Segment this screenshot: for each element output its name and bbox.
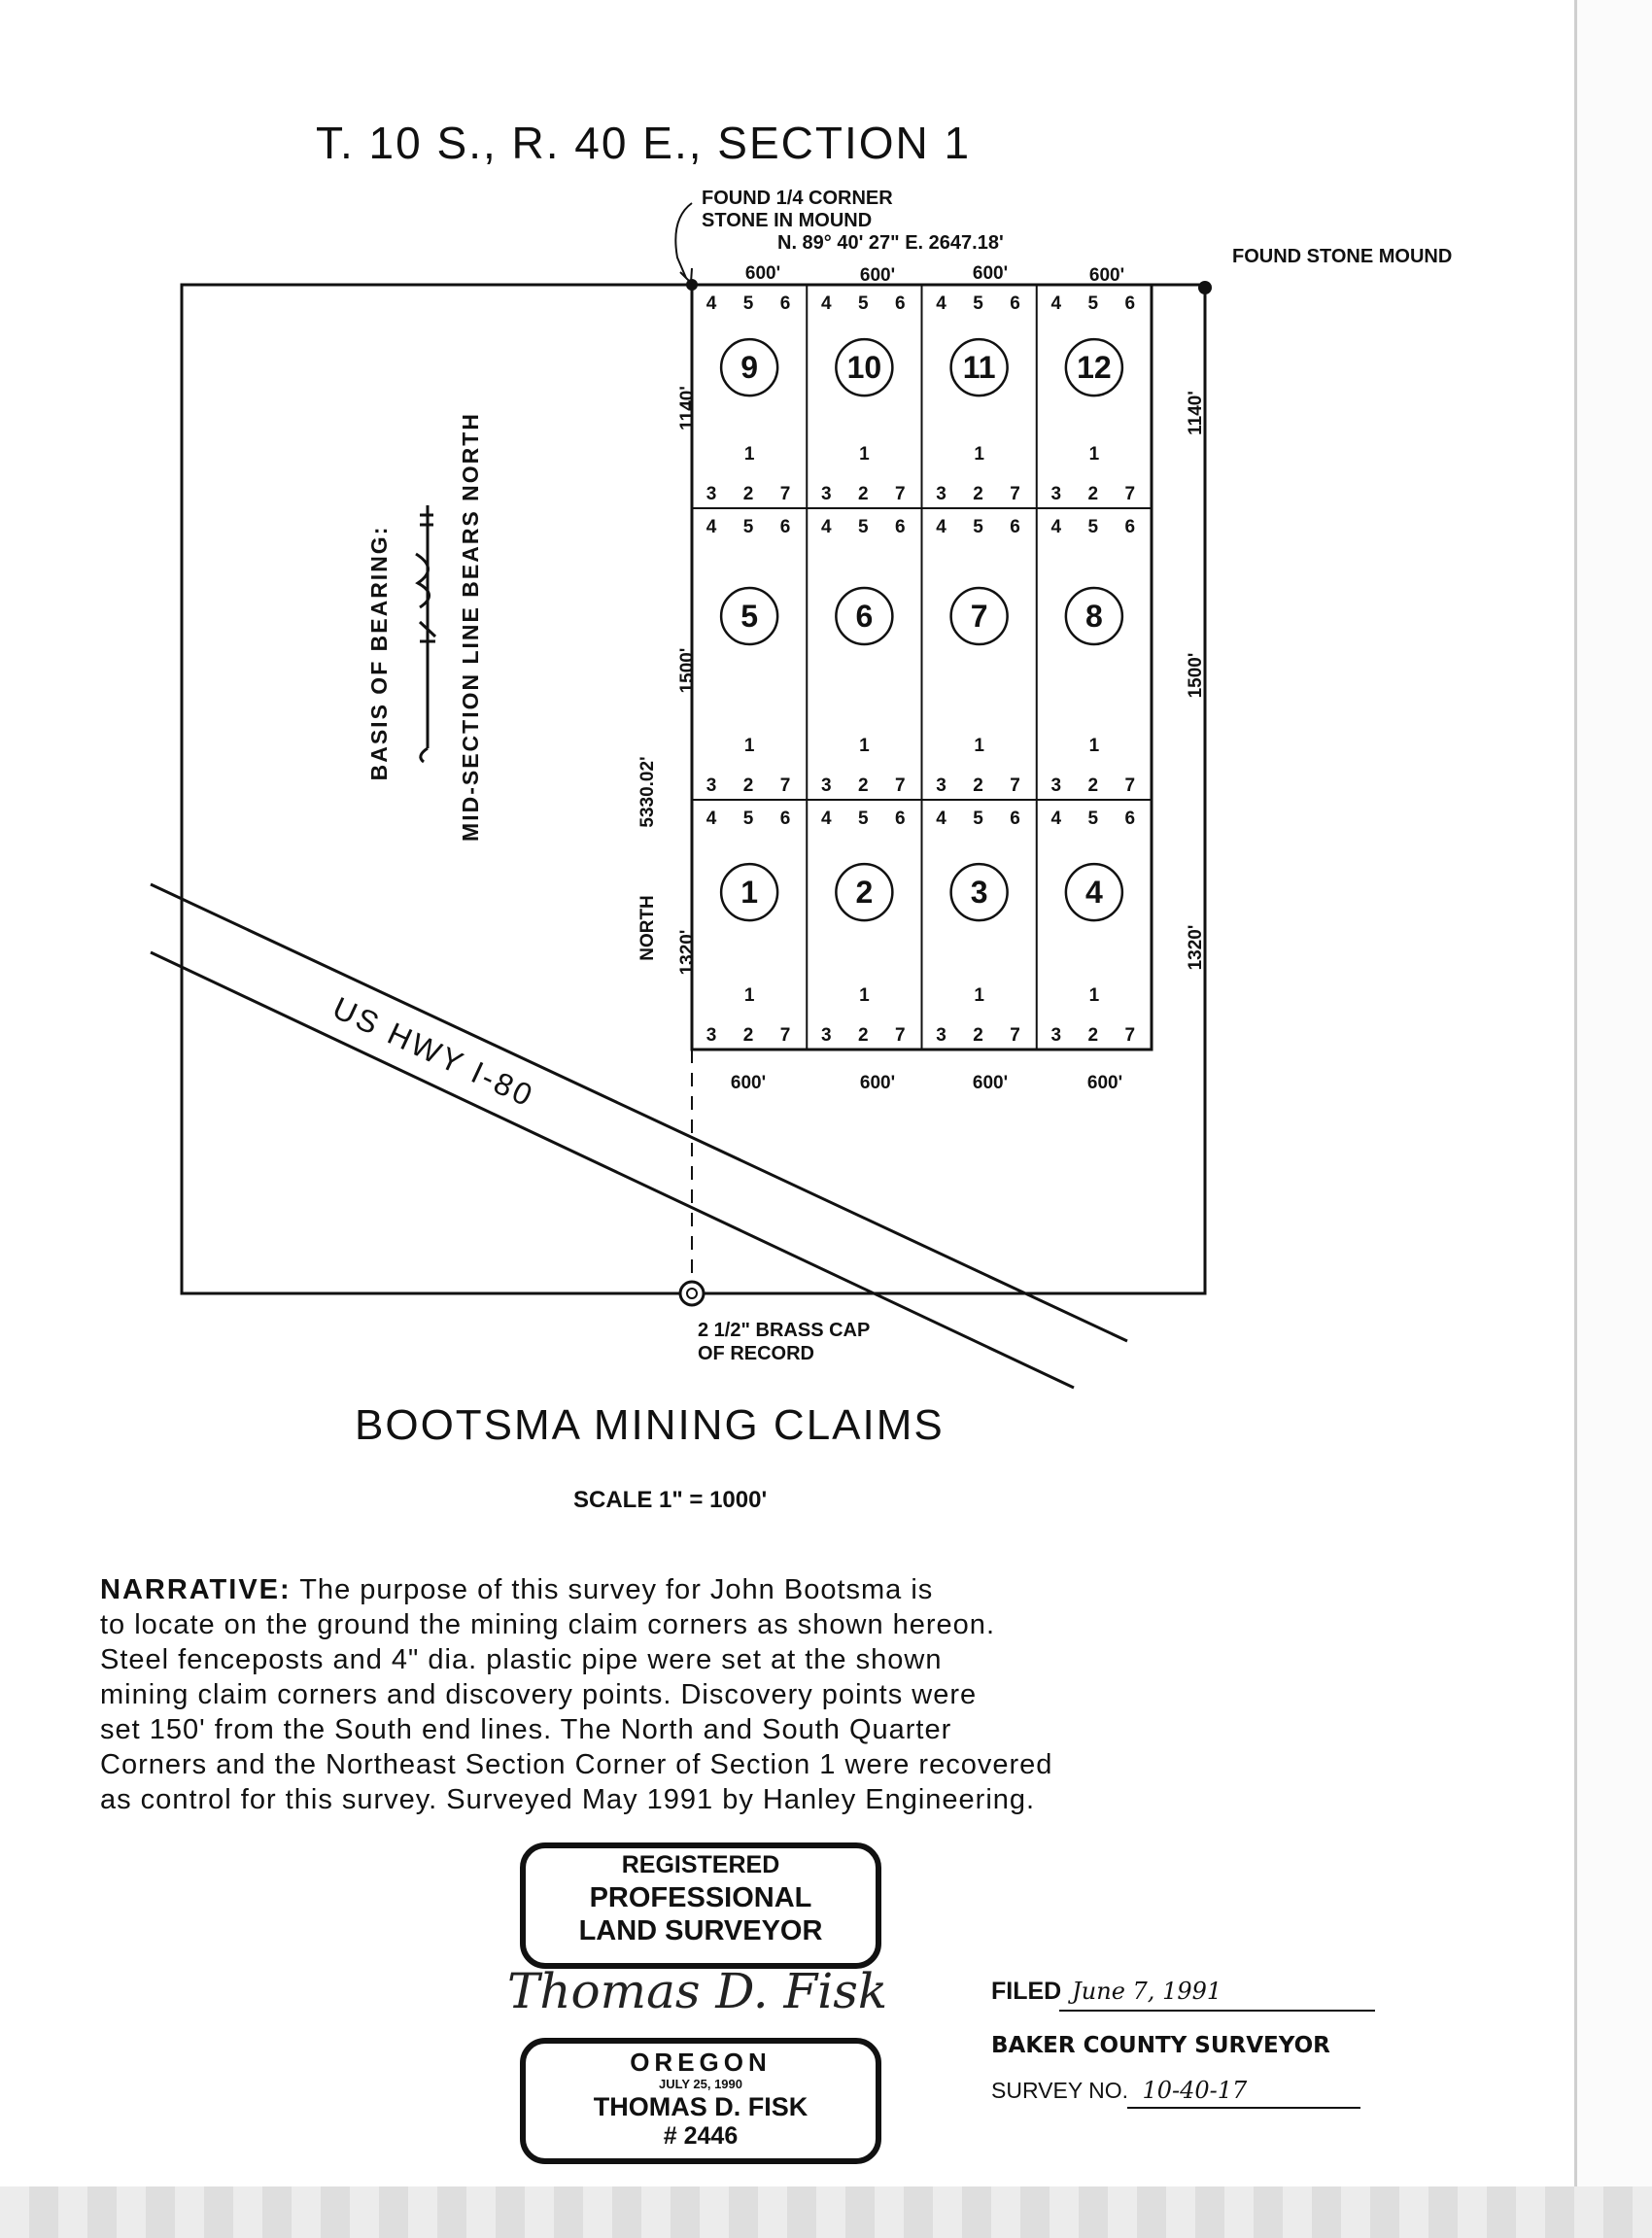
corner-number-top: 6 (1124, 517, 1136, 537)
corner-number-top: 4 (820, 809, 832, 829)
highway-label: US HWY I-80 (327, 989, 540, 1115)
claim-number: 5 (740, 599, 759, 634)
bottom-width-4: 600' (1086, 1073, 1123, 1093)
discovery-point: 1 (859, 736, 870, 756)
claim-number: 12 (1077, 350, 1112, 386)
corner-number-bottom: 2 (1087, 484, 1099, 504)
corner-number-bottom: 3 (820, 775, 832, 796)
corner-number-bottom: 2 (973, 484, 983, 504)
county-surveyor: BAKER COUNTY SURVEYOR (991, 2033, 1330, 2058)
corner-number-bottom: 3 (706, 484, 717, 504)
brass-cap-label-2: OF RECORD (698, 1343, 814, 1364)
corner-number-top: 6 (779, 517, 791, 537)
corner-number-bottom: 7 (1010, 775, 1020, 796)
claim-number: 2 (855, 875, 874, 911)
corner-number-top: 4 (1050, 809, 1062, 829)
row-length-right-2: 1500' (1186, 652, 1206, 699)
corner-number-bottom: 3 (1050, 1025, 1062, 1046)
corner-number-bottom: 2 (973, 775, 983, 796)
corner-number-top: 5 (1087, 809, 1099, 829)
corner-number-top: 5 (742, 293, 754, 314)
narrative-label: NARRATIVE: (100, 1574, 292, 1605)
corner-number-top: 6 (894, 293, 906, 314)
corner-number-top: 4 (820, 517, 832, 537)
bottom-width-2: 600' (859, 1073, 896, 1093)
basis-of-bearing-label: BASIS OF BEARING: (366, 525, 392, 781)
corner-number-bottom: 7 (1124, 484, 1136, 504)
north-distance: 5330.02' (637, 756, 658, 828)
corner-number-top: 6 (779, 809, 791, 829)
corner-number-top: 5 (742, 517, 754, 537)
row-length-right-3: 1320' (1186, 924, 1206, 971)
corner-number-top: 6 (1124, 293, 1136, 314)
discovery-point: 1 (743, 736, 755, 756)
highway-edge-south (151, 952, 1074, 1388)
corner-number-bottom: 3 (936, 1025, 946, 1046)
project-title: BOOTSMA MINING CLAIMS (355, 1401, 945, 1449)
stone-mound-label: FOUND STONE MOUND (1232, 246, 1453, 267)
claim-number: 8 (1084, 599, 1103, 634)
discovery-point: 1 (859, 985, 870, 1006)
bottom-width-1: 600' (730, 1073, 767, 1093)
corner-number-top: 6 (1010, 293, 1020, 314)
corner-number-bottom: 7 (894, 775, 906, 796)
survey-number: 10-40-17 (1142, 2077, 1248, 2104)
bearing-arrow-symbol (416, 505, 435, 762)
discovery-point: 1 (974, 444, 984, 465)
corner-number-top: 6 (894, 809, 906, 829)
corner-number-bottom: 3 (936, 484, 946, 504)
corner-number-bottom: 7 (1124, 1025, 1136, 1046)
stamp-line-professional: PROFESSIONAL (589, 1882, 812, 1913)
quarter-corner-label-2: STONE IN MOUND (702, 210, 873, 231)
top-width-2: 600' (859, 265, 896, 286)
discovery-point: 1 (1088, 444, 1100, 465)
corner-number-top: 5 (857, 809, 869, 829)
claim-number: 3 (970, 875, 988, 911)
oregon-date: JULY 25, 1990 (658, 2077, 743, 2091)
corner-number-top: 4 (706, 517, 717, 537)
corner-number-top: 6 (894, 517, 906, 537)
stamp-line-registered: REGISTERED (621, 1851, 780, 1878)
corner-number-top: 6 (779, 293, 791, 314)
corner-number-bottom: 7 (1010, 484, 1020, 504)
corner-number-bottom: 2 (857, 775, 869, 796)
stamp-line-land-surveyor: LAND SURVEYOR (578, 1915, 823, 1946)
corner-number-top: 5 (973, 293, 983, 314)
corner-number-top: 4 (820, 293, 832, 314)
brass-cap-label-1: 2 1/2" BRASS CAP (698, 1320, 871, 1341)
filed-date: June 7, 1991 (1072, 1978, 1222, 2005)
corner-number-bottom: 2 (857, 484, 869, 504)
corner-number-top: 6 (1010, 517, 1020, 537)
corner-number-top: 5 (973, 517, 983, 537)
survey-label: SURVEY NO. (991, 2078, 1129, 2103)
corner-number-top: 6 (1010, 809, 1020, 829)
claim-number: 4 (1084, 875, 1103, 911)
stone-mound-marker (1198, 281, 1212, 294)
corner-number-bottom: 3 (820, 1025, 832, 1046)
corner-number-bottom: 3 (1050, 775, 1062, 796)
corner-number-top: 4 (936, 293, 946, 314)
corner-number-bottom: 2 (973, 1025, 983, 1046)
corner-number-bottom: 3 (706, 775, 717, 796)
survey-underline (1127, 2107, 1360, 2109)
discovery-point: 1 (1088, 985, 1100, 1006)
corner-number-bottom: 3 (706, 1025, 717, 1046)
corner-number-bottom: 2 (742, 484, 754, 504)
oregon-state: OREGON (630, 2048, 772, 2077)
oregon-number: # 2446 (663, 2122, 739, 2150)
claim-number: 1 (740, 875, 759, 911)
top-width-1: 600' (744, 263, 781, 284)
corner-number-bottom: 3 (820, 484, 832, 504)
oregon-stamp (520, 2038, 881, 2164)
oregon-name: THOMAS D. FISK (593, 2092, 809, 2121)
corner-number-bottom: 2 (1087, 775, 1099, 796)
corner-number-bottom: 3 (936, 775, 946, 796)
corner-number-top: 4 (1050, 293, 1062, 314)
corner-number-bottom: 2 (1087, 1025, 1099, 1046)
corner-number-top: 4 (706, 809, 717, 829)
corner-number-top: 4 (936, 517, 946, 537)
corner-number-bottom: 7 (779, 484, 791, 504)
corner-number-top: 5 (1087, 517, 1099, 537)
corner-number-bottom: 3 (1050, 484, 1062, 504)
corner-number-bottom: 7 (894, 484, 906, 504)
corner-number-top: 5 (742, 809, 754, 829)
corner-number-top: 5 (1087, 293, 1099, 314)
map-scale: SCALE 1" = 1000' (573, 1487, 768, 1513)
surveyor-signature: Thomas D. Fisk (507, 1963, 888, 2019)
corner-number-top: 4 (706, 293, 717, 314)
corner-number-top: 5 (973, 809, 983, 829)
corner-number-bottom: 2 (857, 1025, 869, 1046)
discovery-point: 1 (974, 736, 984, 756)
north-label: NORTH (637, 895, 658, 961)
row-length-right-1: 1140' (1186, 391, 1206, 435)
plat-title: T. 10 S., R. 40 E., SECTION 1 (316, 118, 972, 168)
survey-number-line (991, 2077, 1247, 2104)
top-width-3: 600' (972, 263, 1009, 284)
scan-bottom-edge (0, 2186, 1652, 2238)
corner-number-bottom: 7 (1010, 1025, 1020, 1046)
corner-number-bottom: 7 (779, 1025, 791, 1046)
corner-number-top: 5 (857, 517, 869, 537)
narrative-text: The purpose of this survey for John Bootsma is to locate on the ground the mining claim corners as shown hereon. Steel fenceposts and 4" dia. plastic pipe were set at the shown mining claim corners and discovery points. Discovery points were set 150' from the South end lines. The North and South Quarter Corners and the Northeast Section Corner of Section 1 were recovered as control for this survey. Surveyed May 1991 by Hanley Engineering. (100, 1574, 1053, 1815)
discovery-point: 1 (974, 985, 984, 1006)
corner-number-bottom: 2 (742, 1025, 754, 1046)
discovery-point: 1 (1088, 736, 1100, 756)
filed-line (991, 1978, 1222, 2006)
brass-cap-marker (680, 1282, 704, 1305)
quarter-corner-label-1: FOUND 1/4 CORNER (702, 188, 893, 209)
claim-number: 9 (740, 350, 759, 386)
claim-number: 11 (962, 350, 996, 386)
top-width-4: 600' (1088, 265, 1125, 286)
discovery-point: 1 (743, 444, 755, 465)
narrative-block (100, 1572, 1325, 1817)
row-length-left-2: 1500' (677, 647, 698, 694)
corner-number-bottom: 7 (1124, 775, 1136, 796)
claim-number: 10 (846, 350, 882, 386)
corner-number-top: 6 (1124, 809, 1136, 829)
corner-number-bottom: 2 (742, 775, 754, 796)
filed-underline (1059, 2010, 1375, 2012)
corner-number-bottom: 7 (894, 1025, 906, 1046)
corner-number-bottom: 7 (779, 775, 791, 796)
filed-label: FILED (991, 1978, 1062, 2005)
discovery-point: 1 (743, 985, 755, 1006)
registration-stamp (520, 1842, 881, 1969)
corner-number-top: 4 (1050, 517, 1062, 537)
bearing-distance: N. 89° 40' 27" E. 2647.18' (777, 232, 1004, 254)
row-length-left-1: 1140' (677, 386, 698, 430)
claim-number: 6 (855, 599, 874, 634)
claim-number: 7 (970, 599, 988, 634)
bottom-width-3: 600' (972, 1073, 1009, 1093)
discovery-point: 1 (859, 444, 870, 465)
basis-of-bearing-detail: MID-SECTION LINE BEARS NORTH (458, 412, 483, 842)
row-length-left-3: 1320' (677, 929, 698, 976)
corner-number-top: 4 (936, 809, 946, 829)
corner-number-top: 5 (857, 293, 869, 314)
